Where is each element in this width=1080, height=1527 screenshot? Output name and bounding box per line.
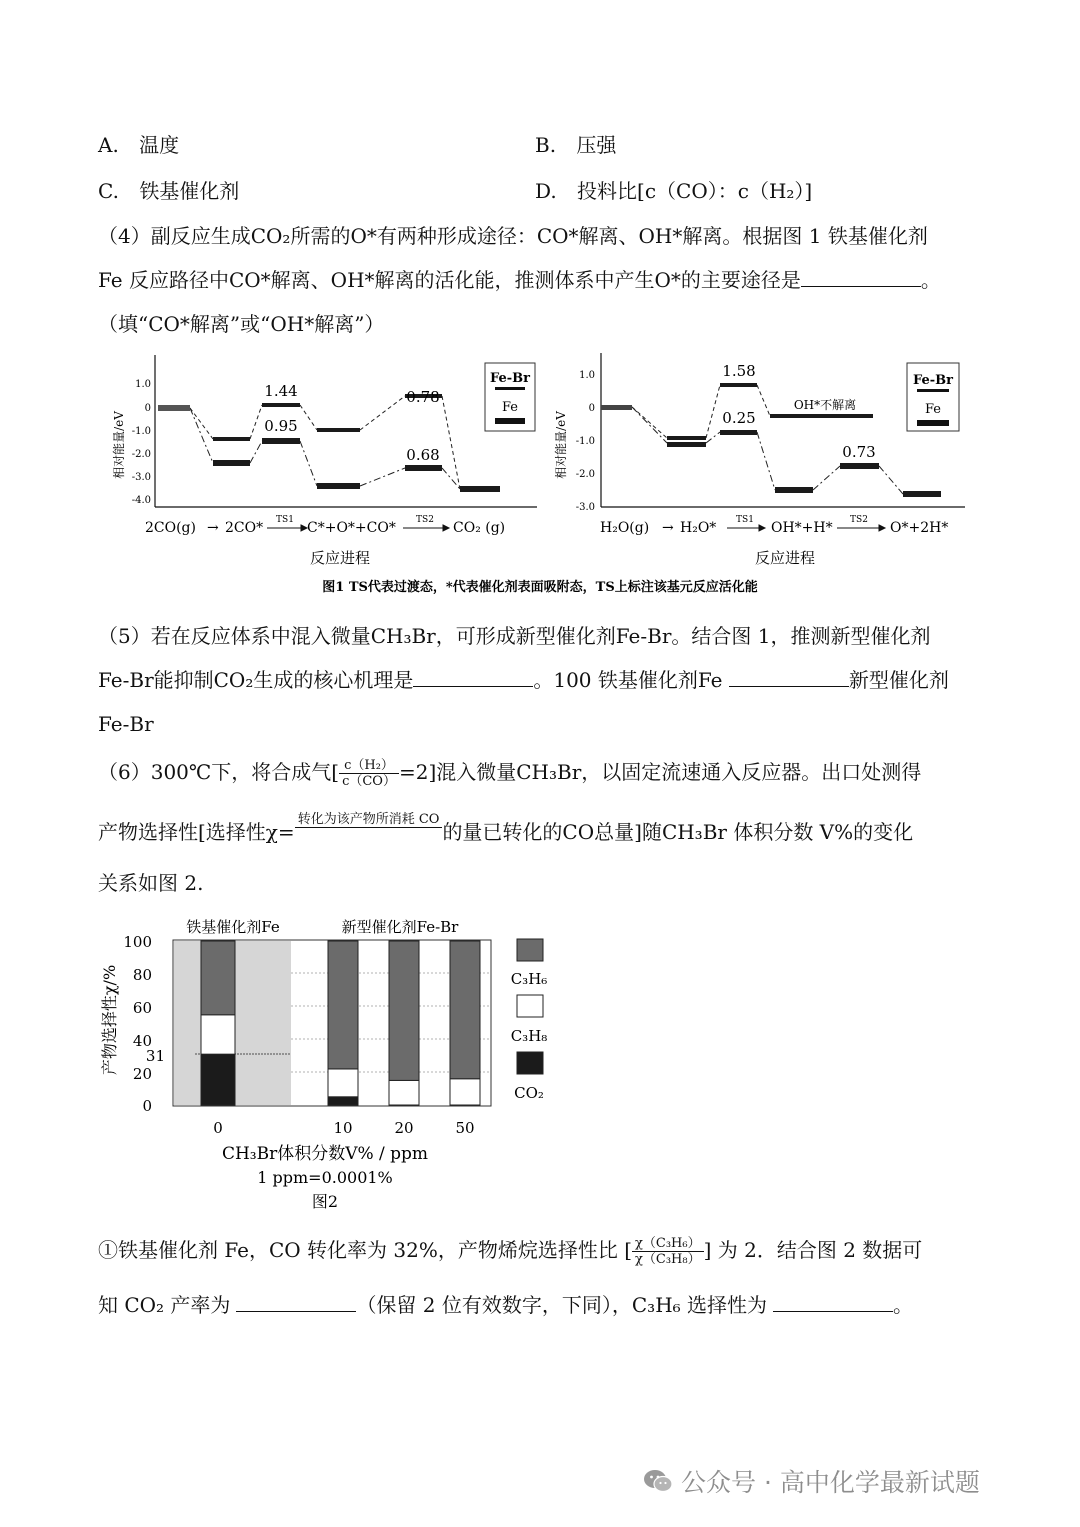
bar-segment-20-C₃H₆ bbox=[389, 941, 419, 1080]
figure1-right-legend bbox=[907, 363, 959, 431]
figure1-right-axis-label: 反应进程 bbox=[754, 549, 816, 567]
figure1-right-ts2: TS2 bbox=[850, 515, 868, 525]
level-fe-h2o-ads bbox=[667, 442, 706, 447]
level-fe-ts2 bbox=[840, 463, 879, 469]
q6-line2-end: 的量已转化的CO总量]随CH₃Br 体积分数 V%的变化 bbox=[442, 820, 914, 844]
choice-b-letter: B. bbox=[535, 133, 557, 157]
legend-fe-swatch bbox=[495, 418, 525, 424]
bar-segment-0-CO₂ bbox=[201, 1054, 235, 1105]
q6-1-line2-end: 。 bbox=[893, 1293, 914, 1317]
legend-co2-swatch bbox=[517, 1052, 543, 1074]
figure1-right-annotation: 1.58 bbox=[722, 362, 756, 380]
legend-fe-label: Fe bbox=[924, 402, 942, 417]
answer-blank-co2-yield[interactable] bbox=[236, 1291, 356, 1312]
figure1-right-ts1: TS1 bbox=[736, 515, 754, 525]
fraction-numerator: c（H₂） bbox=[339, 758, 399, 774]
q5-line3: Fe-Br bbox=[98, 712, 154, 736]
figure1-left-panel bbox=[111, 355, 537, 567]
figure2-ytick: 80 bbox=[132, 966, 152, 984]
answer-blank-q5[interactable] bbox=[413, 666, 533, 687]
figure1-left-ts1: TS1 bbox=[276, 515, 294, 525]
figure1-left-annotation: 0.95 bbox=[264, 417, 298, 435]
figure2-ytick: 100 bbox=[123, 933, 152, 951]
figure1-left-legend bbox=[485, 363, 535, 431]
q6-1-line1 bbox=[98, 1236, 922, 1267]
q6-1-line2 bbox=[98, 1291, 913, 1319]
figure1-right-annotation: 0.73 bbox=[842, 443, 876, 461]
level-fe-ts2 bbox=[405, 465, 442, 471]
figure1-left-axis-label: 反应进程 bbox=[309, 549, 371, 567]
figure1-right-ytick: 1.0 bbox=[579, 370, 595, 381]
figure1-right-x-mid: OH*+H* bbox=[771, 520, 833, 536]
fraction-denominator: c（CO） bbox=[342, 774, 396, 789]
syngas-ratio-fraction bbox=[339, 758, 399, 789]
q6-line1-end: =2]混入微量CH₃Br，以固定流速通入反应器。出口处测得 bbox=[398, 760, 922, 784]
level-h2o-g bbox=[601, 405, 632, 410]
choice-c bbox=[98, 177, 239, 205]
q4-line2-text: Fe 反应路径中CO*解离、OH*解离的活化能，推测体系中产生O*的主要途径是 bbox=[98, 268, 801, 292]
figure1-left-series-febr bbox=[190, 396, 460, 489]
q6-line3: 关系如图 2. bbox=[98, 871, 204, 895]
choice-d-text: 投料比[c（CO）：c（H₂）] bbox=[577, 179, 813, 203]
figure1-left-x-start: 2CO(g) bbox=[145, 520, 196, 536]
level-febr-h2o-ads bbox=[667, 436, 706, 440]
choice-d-letter: D. bbox=[535, 179, 557, 203]
figure2-ytick-31: 31 bbox=[145, 1047, 165, 1065]
figure1-left-x-end: CO₂ (g) bbox=[453, 520, 506, 536]
figure-2 bbox=[95, 912, 565, 1217]
figure-1 bbox=[95, 345, 985, 605]
q4-line2 bbox=[98, 266, 941, 294]
level-febr-2co-ads bbox=[213, 437, 250, 441]
bar-segment-50-C₃H₆ bbox=[450, 941, 480, 1079]
level-febr-ts1 bbox=[720, 383, 757, 387]
figure2-ytick: 0 bbox=[142, 1097, 152, 1115]
legend-c3h8-label: C₃H₈ bbox=[510, 1027, 548, 1045]
answer-blank-c3h6-selectivity[interactable] bbox=[773, 1291, 893, 1312]
figure1-left-x-arrow: → bbox=[207, 520, 219, 536]
q6-1-line1-end: ] 为 2．结合图 2 数据可 bbox=[703, 1238, 923, 1262]
answer-blank-q5-compare[interactable] bbox=[729, 666, 849, 687]
legend-fe-swatch bbox=[917, 420, 949, 426]
figure1-left-levels bbox=[158, 394, 500, 492]
fraction-denominator: χ（C₃H₈） bbox=[635, 1252, 701, 1267]
q4-line1: （4）副反应生成CO₂所需的O*有两种形成途径：CO*解离、OH*解离。根据图 1 铁基催化剂 bbox=[98, 224, 928, 248]
q5-line2-text: Fe-Br能抑制CO₂生成的核心机理是 bbox=[98, 668, 414, 692]
q5-line2-mid: 。100 铁基催化剂Fe bbox=[533, 668, 723, 692]
watermark bbox=[643, 1463, 980, 1499]
figure2-note: 1 ppm=0.0001% bbox=[257, 1168, 393, 1187]
answer-blank-q4[interactable] bbox=[801, 266, 921, 287]
figure1-left-ts2: TS2 bbox=[416, 515, 434, 525]
figure1-right-annotation: 0.25 bbox=[722, 409, 756, 427]
q6-line1-start: （6）300℃下，将合成气[ bbox=[98, 760, 340, 784]
legend-febr-swatch bbox=[495, 387, 525, 390]
choice-d bbox=[535, 177, 812, 205]
legend-co2-label: CO₂ bbox=[514, 1084, 544, 1102]
bar-segment-10-C₃H₈ bbox=[328, 1069, 358, 1097]
q5-line2 bbox=[98, 666, 949, 694]
choice-a bbox=[98, 131, 179, 159]
figure2-legend bbox=[511, 939, 548, 1102]
figure1-left-ytick: 1.0 bbox=[135, 379, 151, 390]
level-febr-oh-no-dissociation bbox=[770, 414, 873, 418]
figure1-left-annotation: 0.78 bbox=[406, 388, 440, 406]
figure2-ytick: 20 bbox=[132, 1065, 152, 1083]
level-fe-ts1 bbox=[262, 438, 300, 444]
level-co2-g bbox=[460, 486, 500, 492]
level-fe-ts1 bbox=[720, 430, 757, 435]
figure1-caption: 图1 TS代表过渡态，*代表催化剂表面吸附态，TS上标注该基元反应活化能 bbox=[322, 580, 758, 595]
q6-line2 bbox=[98, 812, 914, 846]
figure1-left-ytick: -1.0 bbox=[131, 426, 151, 437]
level-fe-2co-ads bbox=[213, 460, 250, 466]
fraction-numerator: χ（C₃H₆） bbox=[632, 1236, 704, 1252]
figure1-right-ytick: -1.0 bbox=[575, 436, 595, 447]
choice-a-text: 温度 bbox=[139, 133, 180, 157]
figure1-right-ytick: -3.0 bbox=[575, 502, 595, 513]
q4-line2-end: 。 bbox=[920, 268, 941, 292]
legend-febr-swatch bbox=[917, 389, 949, 392]
q5-line1: （5）若在反应体系中混入微量CH₃Br，可形成新型催化剂Fe-Br。结合图 1，推测新型催化剂 bbox=[98, 624, 931, 648]
bar-segment-0-C₃H₈ bbox=[201, 1015, 235, 1054]
figure1-left-x-ads: 2CO* bbox=[225, 520, 264, 536]
level-o-2h bbox=[903, 491, 941, 497]
figure2-ytick: 40 bbox=[132, 1032, 152, 1050]
figure2-ytick: 60 bbox=[132, 999, 152, 1017]
q6-1-line1-start: ①铁基催化剂 Fe，CO 转化率为 32%，产物烯烷选择性比 [ bbox=[98, 1238, 633, 1262]
choice-c-text: 铁基催化剂 bbox=[139, 179, 240, 203]
figure1-right-x-end: O*+2H* bbox=[890, 520, 949, 536]
figure1-right-ytick: -2.0 bbox=[575, 469, 595, 480]
q4-line3: （填“CO*解离”或“OH*解离”） bbox=[98, 312, 385, 336]
figure1-left-ytick: -2.0 bbox=[131, 449, 151, 460]
bar-segment-20-C₃H₈ bbox=[389, 1080, 419, 1105]
figure2-xtick: 0 bbox=[213, 1119, 223, 1137]
figure1-left-ytick: -4.0 bbox=[131, 495, 151, 506]
figure2-group-febr: 新型催化剂Fe-Br bbox=[341, 918, 459, 936]
level-fe-oh-h bbox=[775, 487, 813, 493]
choice-a-letter: A. bbox=[98, 133, 119, 157]
level-2co-g bbox=[158, 405, 190, 411]
figure1-right-panel bbox=[553, 353, 965, 567]
figure1-right-ytick: 0 bbox=[588, 403, 595, 414]
figure2-xtick: 10 bbox=[333, 1119, 353, 1137]
figure2-caption: 图2 bbox=[311, 1192, 339, 1211]
choice-b-text: 压强 bbox=[576, 133, 617, 157]
legend-c3h6-swatch bbox=[517, 939, 543, 961]
figure1-right-x-ads: H₂O* bbox=[680, 520, 717, 536]
level-febr-intermediate bbox=[317, 428, 360, 432]
q6-line1 bbox=[98, 758, 921, 789]
q6-1-line2-mid: （保留 2 位有效数字，下同），C₃H₆ 选择性为 bbox=[356, 1293, 768, 1317]
bar-segment-0-C₃H₆ bbox=[201, 941, 235, 1015]
legend-c3h6-label: C₃H₆ bbox=[510, 970, 548, 988]
figure1-right-x-arrow: → bbox=[662, 520, 674, 536]
legend-febr-label: Fe-Br bbox=[489, 371, 531, 386]
figure2-xlabel: CH₃Br体积分数V% / ppm bbox=[221, 1144, 429, 1164]
legend-c3h8-swatch bbox=[517, 995, 543, 1017]
watermark-text: 公众号 · 高中化学最新试题 bbox=[681, 1468, 980, 1497]
legend-fe-label: Fe bbox=[501, 400, 519, 415]
q5-line2-end: 新型催化剂 bbox=[848, 668, 949, 692]
legend-febr-label: Fe-Br bbox=[912, 373, 954, 388]
level-febr-ts1 bbox=[262, 403, 300, 407]
olefin-alkane-ratio-fraction bbox=[632, 1236, 704, 1267]
figure1-right-levels bbox=[601, 383, 941, 497]
figure2-ylabel: 产物选择性χ/% bbox=[100, 964, 119, 1076]
figure1-left-annotation: 1.44 bbox=[264, 382, 298, 400]
figure1-right-ylabel: 相对能量/eV bbox=[554, 411, 568, 479]
choice-b bbox=[535, 131, 616, 159]
q6-line2-start: 产物选择性[选择性χ= bbox=[98, 820, 295, 844]
figure2-xtick: 50 bbox=[455, 1119, 475, 1137]
figure2-group-fe: 铁基催化剂Fe bbox=[186, 918, 280, 936]
wechat-icon bbox=[643, 1468, 673, 1494]
figure2-xtick: 20 bbox=[394, 1119, 414, 1137]
choice-c-letter: C. bbox=[98, 179, 119, 203]
selectivity-fraction bbox=[295, 812, 443, 828]
figure1-right-note: OH*不解离 bbox=[793, 398, 857, 412]
bar-segment-10-CO₂ bbox=[328, 1097, 358, 1105]
figure1-left-ylabel: 相对能量/eV bbox=[112, 411, 126, 479]
figure1-left-annotation: 0.68 bbox=[406, 446, 440, 464]
fraction-numerator: 转化为该产物所消耗 CO bbox=[295, 812, 443, 828]
level-fe-intermediate bbox=[317, 483, 360, 489]
bar-segment-10-C₃H₆ bbox=[328, 941, 358, 1069]
figure1-right-x-start: H₂O(g) bbox=[600, 520, 650, 536]
bar-segment-50-C₃H₈ bbox=[450, 1079, 480, 1105]
figure1-left-x-mid: C*+O*+CO* bbox=[307, 520, 396, 536]
figure1-left-ytick: 0 bbox=[144, 403, 151, 414]
figure1-left-ytick: -3.0 bbox=[131, 472, 151, 483]
q6-1-line2-start: 知 CO₂ 产率为 bbox=[98, 1293, 231, 1317]
